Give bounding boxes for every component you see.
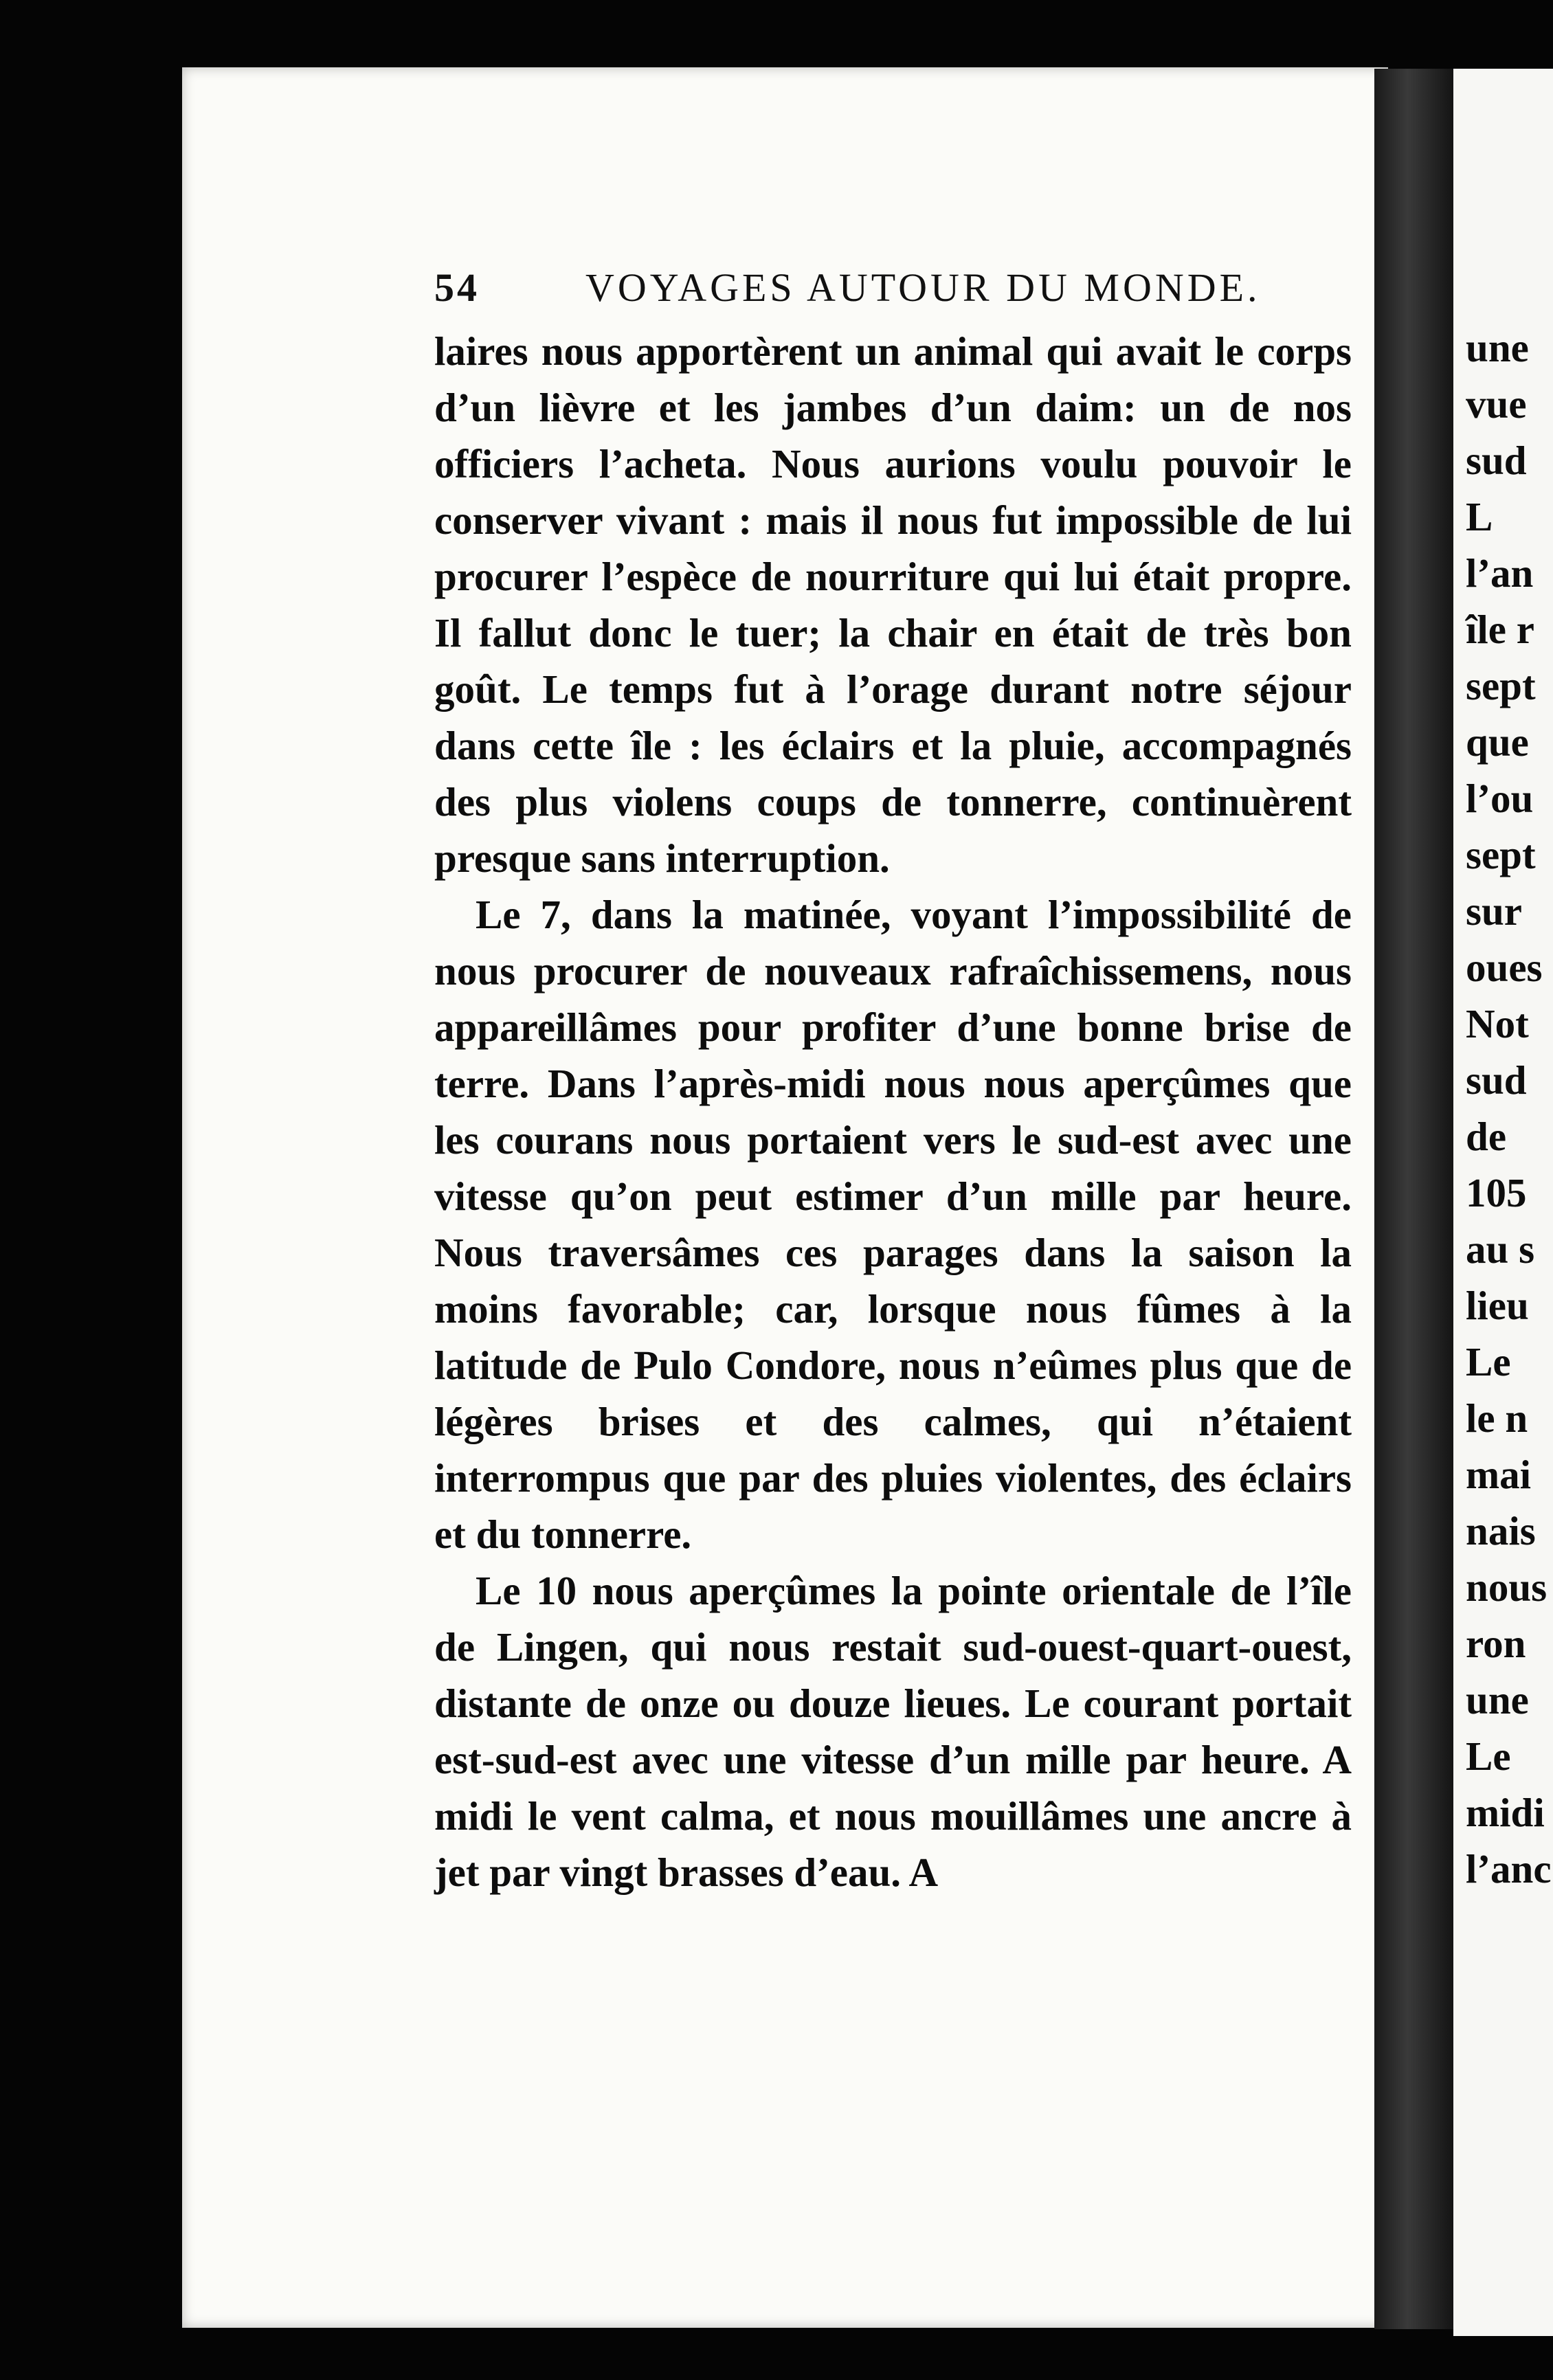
facing-page-fragment: lieu (1466, 1283, 1529, 1328)
facing-page-fragment: l’an (1466, 550, 1534, 596)
paragraph-3: Le 10 nous aperçûmes la pointe orientale de l’île de Lingen, qui nous restait sud-ouest-quart-ouest, distante de onze ou douze lieues. Le courant portait est-sud-est avec une vitesse d’un mille par heure. A midi le vent calma, et nous mouillâmes une ancre à jet par vingt brasses d’eau. A (434, 1568, 1352, 1895)
facing-page-fragment: l’anc (1466, 1846, 1552, 1891)
facing-page-fragment: Le (1466, 1339, 1511, 1384)
facing-page-fragment: nous (1466, 1564, 1548, 1610)
facing-page-fragment: L (1466, 494, 1493, 539)
facing-page-fragment: mai (1466, 1452, 1532, 1497)
facing-page-fragment: le n (1466, 1395, 1528, 1441)
facing-page (1453, 69, 1553, 2336)
book-gutter (1374, 69, 1457, 2329)
facing-page-fragment: sept (1466, 832, 1536, 877)
paragraph-2: Le 7, dans la matinée, voyant l’impossibilité de nous procurer de nouveaux rafraîchissemens, nous appareillâmes pour profiter d’une bonne brise de terre. Dans l’après-midi nous nous aperçûmes que les courans nous portaient vers le sud-est avec une vitesse qu’on peut estimer d’un mille par heure. Nous traversâmes ces parages dans la saison la moins favorable; car, lorsque nous fûmes à la latitude de Pulo Condore, nous n’eûmes plus que de légères brises et des calmes, qui n’étaient interrompus que par des pluies violentes, des éclairs et du tonnerre. (434, 892, 1352, 1557)
facing-page-fragment: sur (1466, 888, 1522, 934)
facing-page-fragment: l’ou (1466, 776, 1534, 821)
facing-page-fragment: midi (1466, 1790, 1545, 1835)
facing-page-fragment: que (1466, 719, 1529, 765)
facing-page-fragment: de (1466, 1114, 1506, 1159)
running-head (434, 265, 1355, 313)
facing-page-fragment: une (1466, 325, 1529, 370)
facing-page-fragment: une (1466, 1677, 1529, 1722)
facing-page-fragment: sud (1466, 1057, 1527, 1103)
facing-page-fragment: au s (1466, 1226, 1535, 1272)
facing-page-fragment: Le (1466, 1733, 1511, 1779)
paragraph-1: laires nous apportèrent un animal qui avait le corps d’un lièvre et les jambes d’un daim: un de nos officiers l’acheta. Nous aurions voulu pouvoir le conserver vivant : mais il nous fut impossible de lui procurer l’espèce de nourriture qui lui était propre. Il fallut donc le tuer; la chair en était de très bon goût. Le temps fut à l’orage durant notre séjour dans cette île : les éclairs et la pluie, accompagnés des plus violens coups de tonnerre, continuèrent presque sans interruption. (434, 328, 1352, 881)
facing-page-fragment: île r (1466, 607, 1534, 652)
facing-page-fragment: Not (1466, 1001, 1529, 1046)
body-text (434, 323, 1352, 1900)
facing-page-fragment: oues (1466, 945, 1543, 990)
running-title: VOYAGES AUTOUR DU MONDE. (585, 265, 1261, 310)
facing-page-fragment: vue (1466, 381, 1527, 427)
facing-page-fragment: ron (1466, 1621, 1526, 1666)
page-number: 54 (434, 265, 480, 310)
facing-page-fragment: sept (1466, 663, 1536, 708)
facing-page-fragment: nais (1466, 1508, 1536, 1553)
facing-page-fragment: sud (1466, 438, 1527, 483)
facing-page-fragment: 105 (1466, 1170, 1527, 1215)
